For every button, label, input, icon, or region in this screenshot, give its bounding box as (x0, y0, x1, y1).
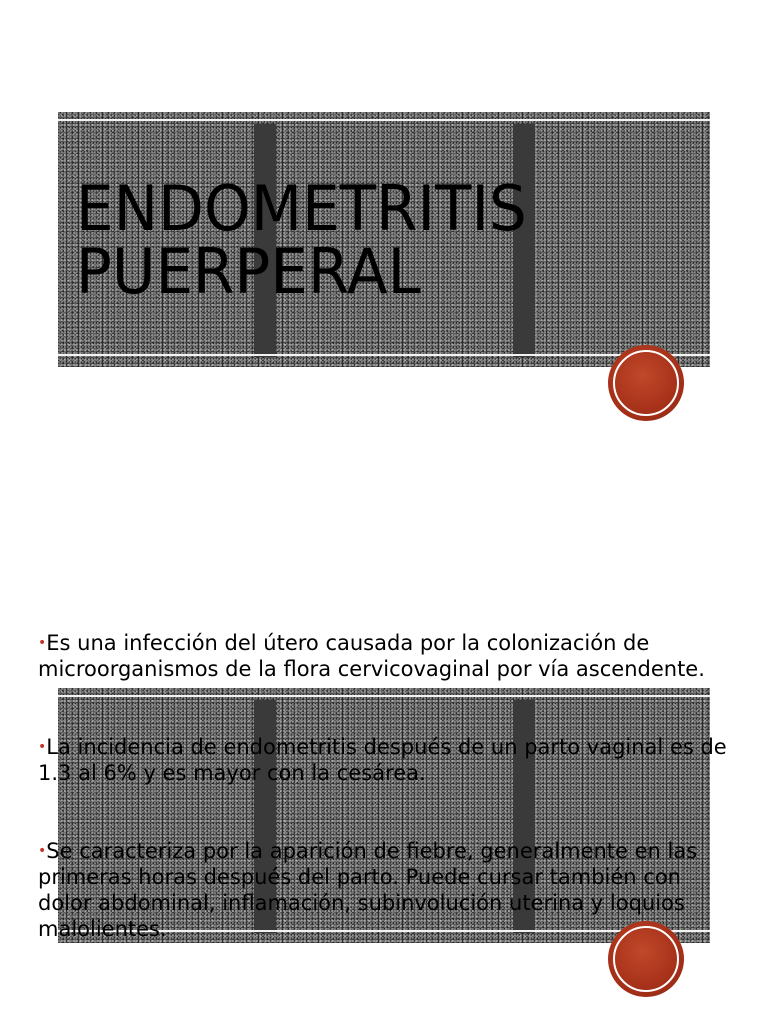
bullet-item (38, 630, 738, 682)
bullet-text: Se caracteriza por la aparición de fiebre, generalmente en las primeras horas después del parto. Puede cursar también con dolor abdominal, inflamación, subinvolución uterina y loquios malolientes. (38, 839, 698, 941)
badge-ring (613, 350, 679, 416)
slide-title (76, 172, 527, 308)
bullet-text: Es una infección del útero causada por la colonización de microorganismos de la flora cervicovaginal por vía ascendente. (38, 631, 705, 681)
bullet-icon: • (38, 843, 47, 859)
slide-badge-top (608, 345, 684, 421)
bullet-list (38, 630, 738, 994)
bullet-item (38, 734, 738, 786)
banner-top-rule (58, 119, 710, 121)
banner-bottom-rule (58, 354, 710, 356)
slide-title-line-1: ENDOMETRITIS (76, 172, 527, 245)
bullet-text: La incidencia de endometritis después de un parto vaginal es de 1.3 al 6% y es mayor con la cesárea. (38, 735, 727, 785)
bullet-icon: • (38, 635, 47, 651)
bullet-item (38, 838, 738, 942)
slide-title-line-2: PUERPERAL (76, 235, 421, 308)
bullet-icon: • (38, 739, 47, 755)
